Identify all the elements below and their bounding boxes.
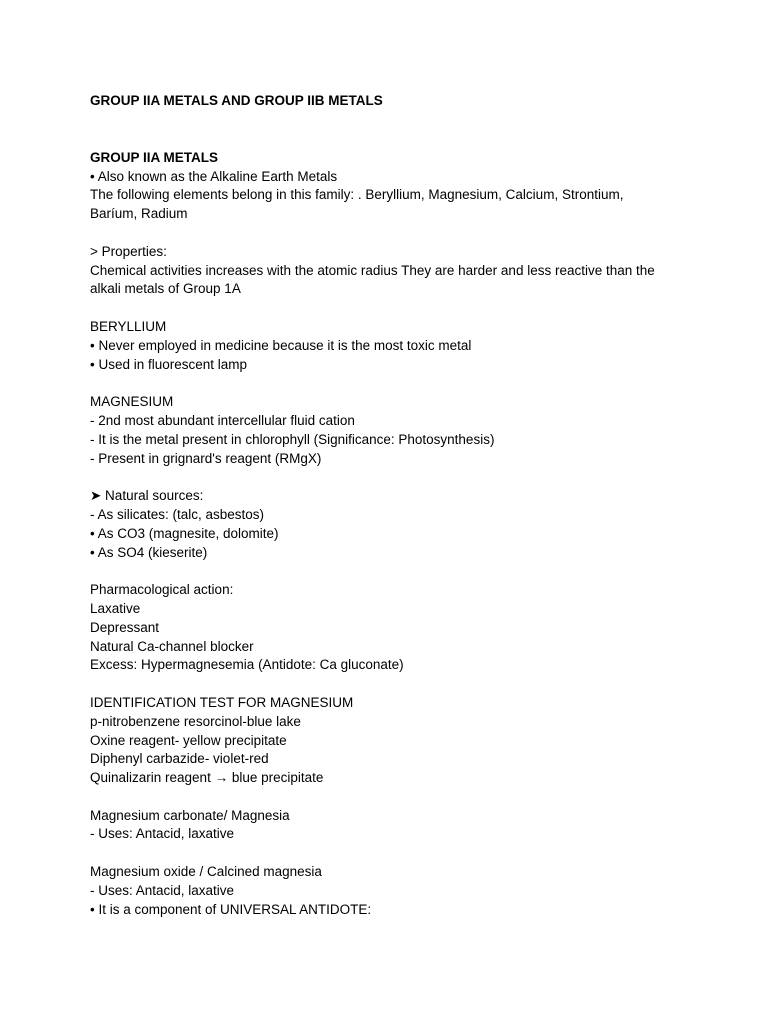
spacer [90, 675, 690, 694]
section-properties [90, 243, 690, 299]
list-item: Diphenyl carbazide- violet-red [90, 751, 269, 767]
beryllium-heading: BERYLLIUM [90, 318, 167, 334]
list-item: - It is the metal present in chlorophyll (Significance: Photosynthesis) [90, 431, 495, 447]
document-page [90, 92, 690, 919]
natural-sources-heading: ➤ Natural sources: [90, 488, 204, 504]
spacer [90, 299, 690, 318]
mg-carbonate-heading: Magnesium carbonate/ Magnesia [90, 807, 290, 823]
list-item: - As silicates: (talc, asbestos) [90, 506, 265, 522]
list-item: - Present in grignard's reagent (RMgX) [90, 450, 322, 466]
list-item: • As CO3 (magnesite, dolomite) [90, 525, 279, 541]
list-item: • It is a component of UNIVERSAL ANTIDOTE: [90, 901, 372, 917]
list-item: - Uses: Antacid, laxative [90, 882, 235, 898]
list-item: Laxative [90, 600, 141, 616]
list-item: p-nitrobenzene resorcinol-blue lake [90, 713, 301, 729]
group-iia-heading: GROUP IIA METALS [90, 149, 219, 165]
section-natural-sources [90, 487, 690, 562]
mg-oxide-heading: Magnesium oxide / Calcined magnesia [90, 864, 322, 880]
group-iia-members-line-2: Baríum, Radium [90, 206, 188, 222]
list-item: - Uses: Antacid, laxative [90, 826, 235, 842]
spacer [90, 562, 690, 581]
section-mg-oxide [90, 863, 690, 919]
properties-heading: > Properties: [90, 243, 167, 259]
list-item: Quinalizarin reagent → blue precipitate [90, 770, 324, 786]
list-item: Oxine reagent- yellow precipitate [90, 732, 287, 748]
list-item: • Never employed in medicine because it is the most toxic metal [90, 337, 472, 353]
section-identification [90, 694, 690, 788]
document-title: GROUP IIA METALS AND GROUP IIB METALS [90, 93, 383, 108]
section-magnesium [90, 393, 690, 468]
group-iia-members-line-1: The following elements belong in this family: . Beryllium, Magnesium, Calcium, Strontium, [90, 187, 624, 203]
spacer [90, 844, 690, 863]
section-beryllium [90, 318, 690, 374]
properties-line-2: alkali metals of Group 1A [90, 281, 241, 297]
list-item: - 2nd most abundant intercellular fluid cation [90, 412, 355, 428]
identification-heading: IDENTIFICATION TEST FOR MAGNESIUM [90, 694, 354, 710]
section-mg-carbonate [90, 807, 690, 845]
section-group-iia [90, 149, 690, 224]
properties-line-1: Chemical activities increases with the atomic radius They are harder and less reactive than the [90, 262, 655, 278]
spacer [90, 468, 690, 487]
list-item: • Used in fluorescent lamp [90, 356, 248, 372]
list-item: Depressant [90, 619, 160, 635]
spacer [90, 224, 690, 243]
group-iia-aka: • Also known as the Alkaline Earth Metals [90, 168, 338, 184]
magnesium-heading: MAGNESIUM [90, 394, 174, 410]
spacer [90, 788, 690, 807]
list-item: Natural Ca-channel blocker [90, 638, 254, 654]
list-item: Excess: Hypermagnesemia (Antidote: Ca gluconate) [90, 657, 404, 673]
section-pharmacological [90, 581, 690, 675]
list-item: • As SO4 (kieserite) [90, 544, 208, 560]
spacer [90, 374, 690, 393]
pharmacological-heading: Pharmacological action: [90, 582, 234, 598]
